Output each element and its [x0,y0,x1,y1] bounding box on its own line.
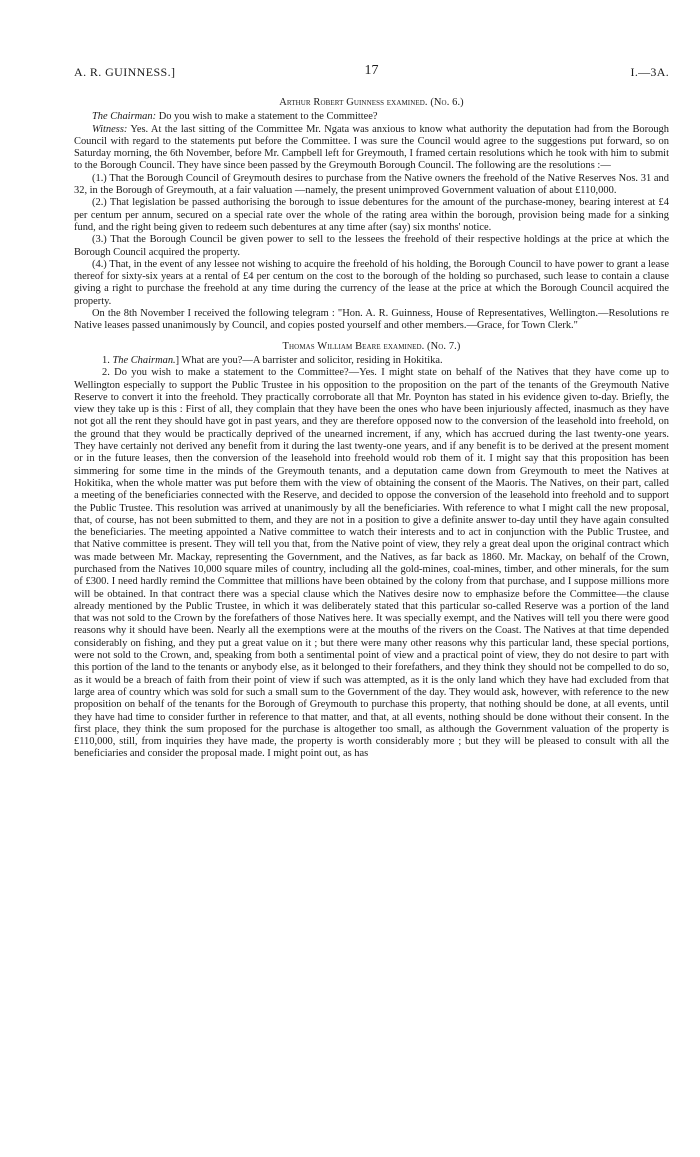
header-witness-name: A. R. GUINNESS.] [74,65,176,79]
question-1-number: 1. [102,354,113,366]
section-gap [74,333,669,341]
question-2: 2. Do you wish to make a statement to the Committee?—Yes. I might state on behalf of the Natives that they have come up to Wellington especially to support the Public Trustee in his opposition to the proposition on the part of the tenants of the Greymouth Native Reserve to convert it into the freehold. They practically corroborate all that Mr. Poynton has stated in his evidence given to-day. Briefly, the view they take up is this : First of all, they complain that they have been the ones who have been injuriously affected, inasmuch as they have not got all the rent they should have got in past years, and they are therefore opposed now to the conversion of the leasehold into freehold, on the ground that they would be practically deprived of the unearned increment, if any, which has accrued during the last twenty-one years. They have certainly not derived any benefit from it during the last twenty-one years, and if any benefit is to be derived at the present moment or in the future leases, then the conversion of the leasehold into freehold would rob them of it. I might say that this proposition has been simmering for some time in the minds of the Greymouth tenants, and a deputation came down from Greymouth to meet the Natives at Hokitika, when the whole matter was put before them with the view of obtaining the consent of the Maoris. The Natives, on their part, called a meeting of the beneficiaries connected with the Reserve, and decided to oppose the conversion of the leasehold into freehold and to support the Public Trustee. This resolution was arrived at unanimously by all the beneficiaries. With reference to what I might call the new proposal, that, of course, has not been submitted to them, and they are not in a position to give a definite answer to-day until they have again consulted the beneficiaries. The meeting appointed a Native committee to watch their interests and to act in conjunction with the Public Trustee, and that Native committee is present. They will tell you that, from the Native point of view, they rely a great deal upon the original contract which was made between Mr. Mackay, representing the Government, and the Natives, as far back as 1860. Mr. Mackay, on behalf of the Crown, purchased from the Natives 10,000 square miles of country, including all the gold-mines, coal-mines, timber, and other minerals, for the sum of £300. I need hardly remind the Committee that millions have been obtained by the colony from that purchase, and I suppose millions more will be obtained. In that contract there was a special clause which the Natives desire now to emphasize before the Committee—the clause already mentioned by the Public Trustee, in which it was deliberately stated that this particular so-called Reserve was a portion of the land that was not sold to the Crown by the forefathers of those Natives here. It was specially exempt, and the Natives will tell you there were good reasons why it should have been. Nearly all the exemptions were at the mouths of the rivers on the Coast. The Natives at that time depended considerably on fishing, and they put a great value on it ; but there were many other reasons why this particular land, these special portions, were not sold to the Crown, and, speaking from both a sentimental point of view and a practical point of view, they do not desire to part with this portion of the land to the tenants or anybody else, as it belonged to their forefathers, and they think they should not be compelled to do so, as it would be a breach of faith from their point of view if such was attempted, as it is the only land which they have had excluded from that large area of country which was sold for such a small sum to the Government of the day. They would ask, however, with reference to the new proposition on behalf of the tenants for the Borough of Greymouth to purchase this property, that nothing should be done, at all events, until they have had time to consider further in reference to that matter, and that, at all events, nothing should be done without their consent. In the first place, they think the sum proposed for the purchase is altogether too small, as although the Government valuation of the property is £110,000, still, from inquiries they have made, the property is worth considerably more ; but they will be pleased to consult with all the beneficiaries and consider the proposal made. I might point out, as has [74,367,669,760]
section-heading-guinness: Arthur Robert Guinness examined. (No. 6.) [279,97,464,108]
telegram-paragraph: On the 8th November I received the following telegram : "Hon. A. R. Guinness, House of Representatives, Wellington.—Resolutions re Native leases passed unanimously by Council, and copies posted yourself and other members.—Grace, for Town Clerk." [74,308,669,332]
page-number: 17 [364,63,379,78]
running-header [74,63,669,82]
question-1-text: ] What are you?—A barrister and solicitor, residing in Hokitika. [175,354,443,366]
witness-speaker: Witness: [92,123,128,135]
section-heading-beare: Thomas William Beare examined. (No. 7.) [282,340,461,352]
witness-statement [74,124,669,173]
resolution-3: (3.) That the Borough Council be given power to sell to the lessees the freehold of their respective holdings at the price at which the Borough Council acquired the property. [74,234,669,258]
document-body [74,97,669,761]
chairman-speaker: The Chairman: [92,111,157,123]
resolution-4: (4.) That, in the event of any lessee not wishing to acquire the freehold of his holding, the Borough Council to have power to grant a lease thereof for sixty-six years at a rental of £4 per centum on the cost to the borough of the holding so purchased, such lease to contain a clause giving a right to purchase the freehold at any time during the currency of the lease at the price at which the Borough Council acquired the property. [74,258,669,307]
resolution-1: (1.) That the Borough Council of Greymouth desires to purchase from the Native owners the freehold of the Native Reserves Nos. 31 and 32, in the Borough of Greymouth, at a fair valuation —namely, the present unimproved Government valuation of about £110,000. [74,172,669,197]
resolution-2: (2.) That legislation be passed authorising the borough to issue debentures for the amount of the purchase-money, bearing interest at £4 per centum per annum, secured on a special rate over the whole of the rating area within the borough, provision being made for a sinking fund, and the right being given to redeem such debentures at any time after (say) six months' notice. [74,197,669,233]
witness-statement-text: Yes. At the last sitting of the Committee Mr. Ngata was anxious to know what authority the deputation had from the Borough Council with regard to the statements put before the Committee. I was sure the Council would agree to the suggestions put forward, so on Saturday morning, the 6th November, before Mr. Campbell left for Greymouth, I framed certain resolutions which he took with him to submit to the Borough Council. They have since been passed by the Greymouth Borough Council. The following are the resolutions :— [74,123,669,172]
paper-reference: I.—3A. [630,65,669,79]
question-1 [74,355,669,367]
chairman-question [74,111,669,123]
question-1-speaker: The Chairman. [112,354,176,366]
chairman-question-text: Do you wish to make a statement to the Committee? [156,111,378,123]
